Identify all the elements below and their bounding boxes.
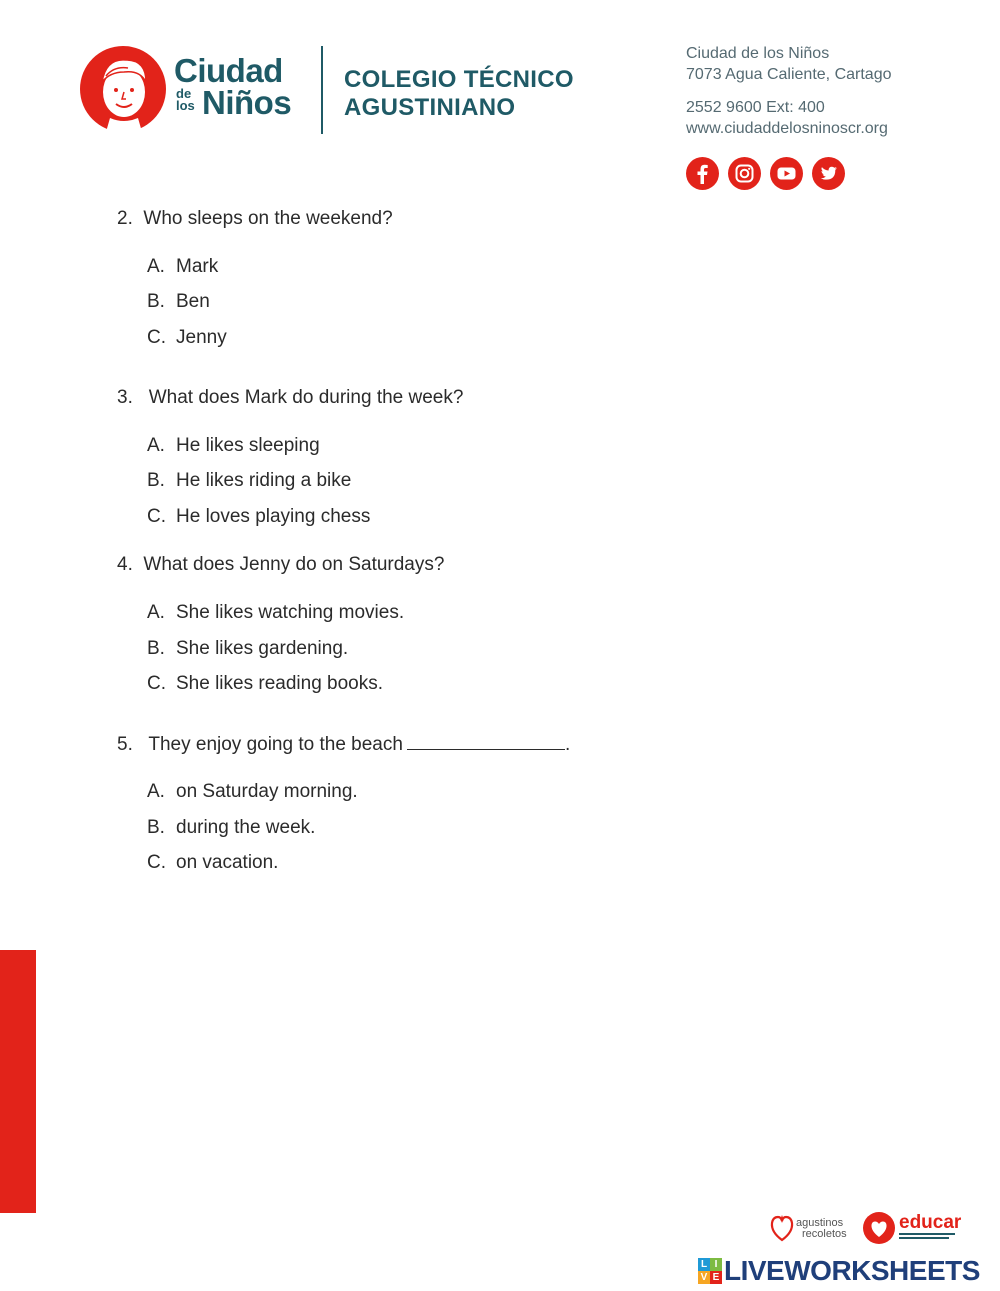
logo-text-ninos: Niños <box>202 84 292 121</box>
youtube-icon[interactable] <box>770 157 803 190</box>
question-2-option-c[interactable]: C. Jenny <box>147 327 227 348</box>
logo-text-ciudad: Ciudad <box>174 52 283 89</box>
answer-blank[interactable] <box>407 733 565 750</box>
child-face-icon <box>80 46 166 132</box>
contact-website[interactable]: www.ciudaddelosninoscr.org <box>686 120 888 137</box>
partner-agustinos: agustinos recoletos <box>796 1217 847 1240</box>
educar-logo-icon <box>863 1212 895 1244</box>
question-2-option-b[interactable]: B. Ben <box>147 291 210 312</box>
partner-educar: educar <box>899 1212 962 1233</box>
question-5-option-b[interactable]: B. during the week. <box>147 817 316 838</box>
question-4-option-b[interactable]: B. She likes gardening. <box>147 638 349 659</box>
facebook-icon[interactable] <box>686 157 719 190</box>
liveworksheets-badge-icon: L I V E <box>698 1258 722 1284</box>
twitter-icon[interactable] <box>812 157 845 190</box>
question-5: 5. They enjoy going to the beach . <box>117 734 571 755</box>
educar-tagline-line <box>899 1233 955 1235</box>
question-2: 2. Who sleeps on the weekend? <box>117 208 393 229</box>
instagram-icon[interactable] <box>728 157 761 190</box>
logo-text-de-los: de los <box>176 86 195 113</box>
question-3: 3. What does Mark do during the week? <box>117 387 464 408</box>
question-4: 4. What does Jenny do on Saturdays? <box>117 554 445 575</box>
educar-tagline-line <box>899 1237 949 1239</box>
question-5-option-a[interactable]: A. on Saturday morning. <box>147 781 358 802</box>
question-3-option-b[interactable]: B. He likes riding a bike <box>147 470 352 491</box>
header-divider <box>321 46 323 134</box>
decorative-red-bar <box>0 950 36 1213</box>
logo-child-face <box>80 46 166 132</box>
liveworksheets-brand[interactable]: LIVEWORKSHEETS <box>724 1255 980 1286</box>
social-links <box>686 157 845 190</box>
question-2-option-a[interactable]: A. Mark <box>147 256 219 277</box>
question-4-option-c[interactable]: C. She likes reading books. <box>147 673 384 694</box>
contact-address: 7073 Agua Caliente, Cartago <box>686 66 892 83</box>
question-3-option-a[interactable]: A. He likes sleeping <box>147 435 320 456</box>
contact-name: Ciudad de los Niños <box>686 45 830 62</box>
agustinos-recoletos-logo-icon <box>769 1212 795 1247</box>
question-5-option-c[interactable]: C. on vacation. <box>147 852 279 873</box>
contact-phone: 2552 9600 Ext: 400 <box>686 99 825 116</box>
question-3-option-c[interactable]: C. He loves playing chess <box>147 506 371 527</box>
question-4-option-a[interactable]: A. She likes watching movies. <box>147 602 405 623</box>
school-name: COLEGIO TÉCNICO AGUSTINIANO <box>344 66 574 121</box>
